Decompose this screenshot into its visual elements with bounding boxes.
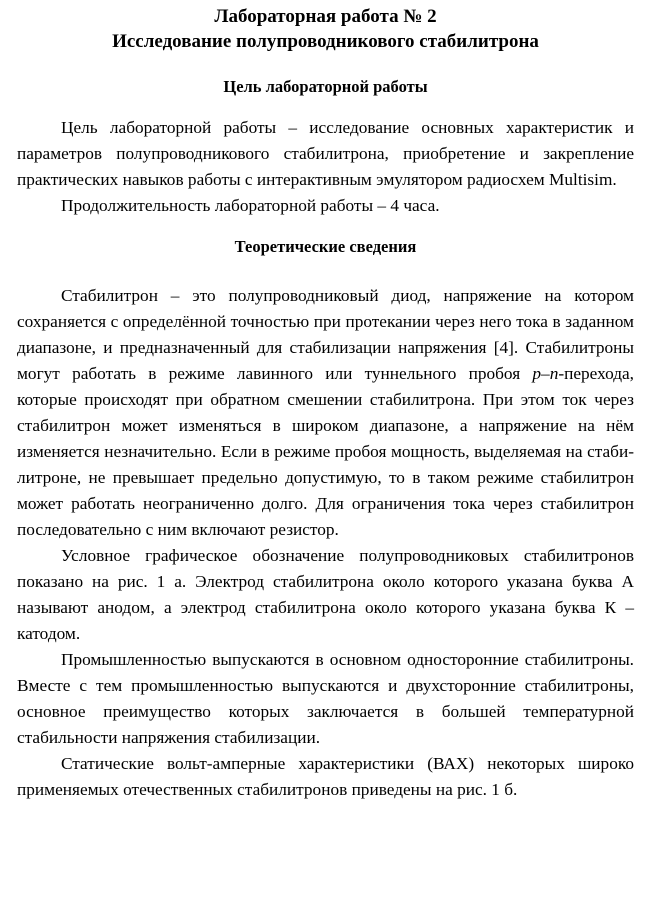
lab-title-line-2: Исследование полупроводникового стабилитрона [112,31,539,52]
lab-title-line-1: Лабораторная работа № 2 [214,6,437,27]
theory-paragraph-3: Промышленностью выпускаются в основном односторонние стабилитроны. Вместе с тем промышленностью выпускаются и двухсторонние стабилитроны, основное преимущество которых заключается в большей температурной стабильности напряжения стабилизации. [17,650,634,747]
theory-heading: Теоретические сведения [234,237,417,256]
theory-paragraph-1-start: Стабилитрон – это полупроводниковый диод, напряжение на котором сохраняется с определённой точностью при протекании через него тока в заданном диапазоне, и предназначенный для стабилизации напряжения [4]. Стабилитроны могут работать в режиме лавинного или туннельного пробоя [17,286,634,383]
lab-title [17,4,634,54]
document-page [17,4,634,803]
goal-heading: Цель лабораторной работы [223,77,428,96]
theory-paragraph-1-end: -перехода, которые происходят при обратном смешении стабилитрона. При этом ток через стабилитрон может изменяться в широком диапазоне, а напряжение на нём изменяется незначительно. Если в режиме пробоя мощность, выделяемая на стабилитроне, не превышает предельно допустимую, то в таком режиме стабилитрон может работать неограниченно долго. Для ограничения тока через стабилитрон последовательно с ним включают резистор. [17,364,634,539]
pn-junction-term: p–n [532,364,559,383]
theory-paragraph-1 [17,283,634,543]
duration-paragraph: Продолжительность лабораторной работы – 4 часа. [61,196,440,215]
goal-paragraph: Цель лабораторной работы – исследование основных характеристик и параметров полупроводникового стабилитрона, приобретение и закрепление практических навыков работы с интерактивным эмулятором радиосхем Multisim. [17,118,634,189]
theory-paragraph-2: Условное графическое обозначение полупроводниковых стабилитронов показано на рис. 1 а. Электрод стабилитрона около которого указана буква А называют анодом, а электрод стабилитрона около которого указана буква К – катодом. [17,546,634,643]
theory-paragraph-4: Статические вольт-амперные характеристики (ВАХ) некоторых широко применяемых отечественных стабилитронов приведены на рис. 1 б. [17,754,634,799]
